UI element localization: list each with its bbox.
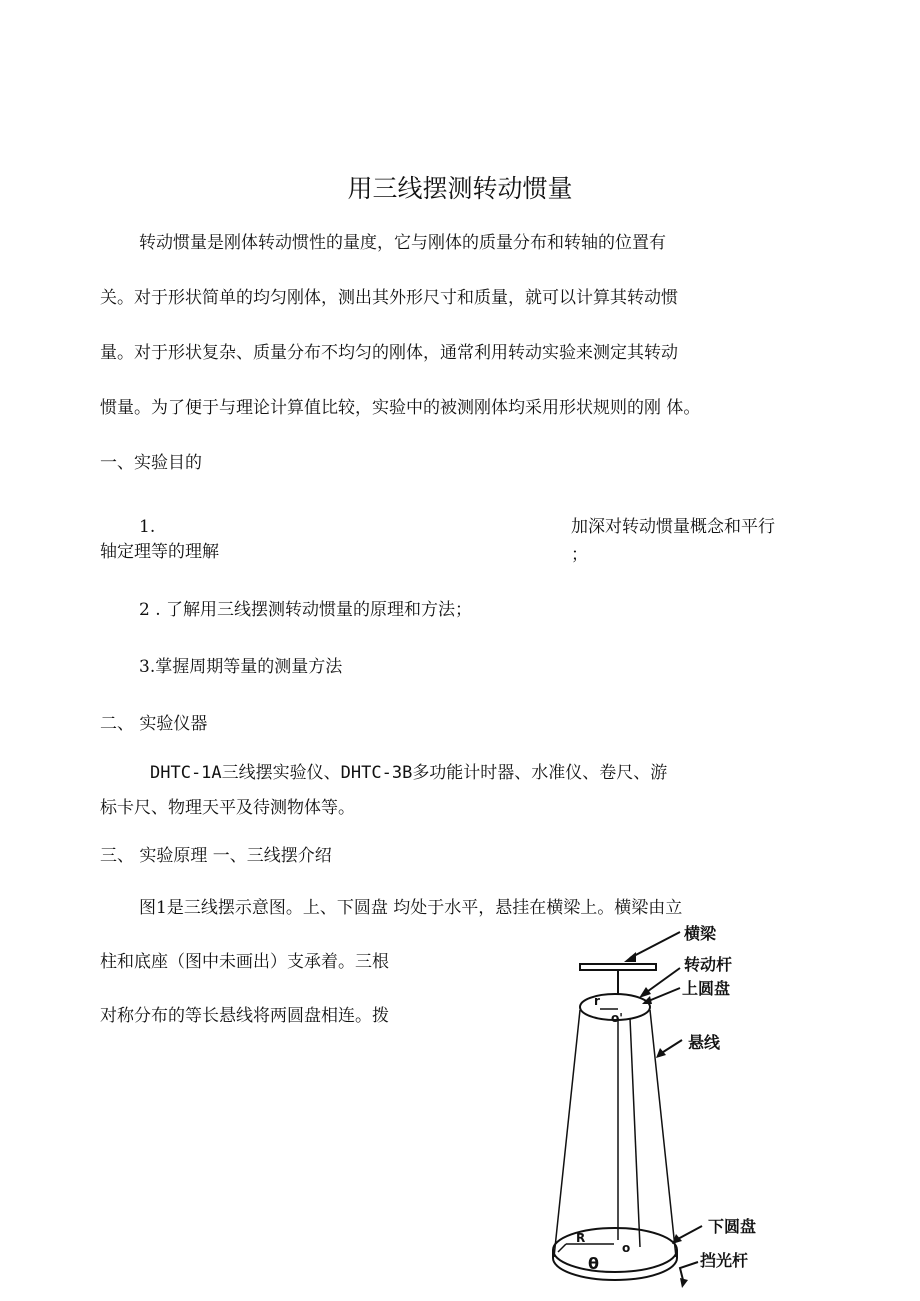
instrument-text-2: 多功能计时器、水准仪、卷尺、游 <box>412 763 668 783</box>
label-upper-disk: 上圆盘 <box>682 979 731 998</box>
principle-line-3: 对称分布的等长悬线将两圆盘相连。拨 <box>100 1006 389 1026</box>
model-code-1: DHTC-1A <box>150 763 222 783</box>
label-o-prime: o' <box>611 1011 623 1025</box>
section-3-heading: 三、 实验原理 一、三线摆介绍 <box>100 846 332 866</box>
instruments-line-2: 标卡尺、物理天平及待测物体等。 <box>100 798 355 818</box>
label-rod: 转动杆 <box>684 955 733 974</box>
objective-3: 3.掌握周期等量的测量方法 <box>139 657 343 677</box>
label-beam: 横梁 <box>684 924 717 943</box>
arrowhead-shutter <box>680 1278 688 1288</box>
arrow-lower-disk <box>676 1226 702 1240</box>
intro-line-1: 转动惯量是刚体转动惯性的量度，它与刚体的质量分布和转轴的位置有 <box>139 233 666 253</box>
objective-1-text-left: 轴定理等的理解 <box>100 542 219 562</box>
arrowhead-beam <box>624 952 636 962</box>
arrowhead-string <box>656 1048 666 1058</box>
section-1-heading: 一、实验目的 <box>100 453 202 473</box>
objective-1-punct: ； <box>571 545 588 565</box>
instrument-text-1: 三线摆实验仪、 <box>221 763 341 783</box>
principle-line-2: 柱和底座（图中未画出）支承着。三根 <box>100 952 389 972</box>
label-string: 悬线 <box>688 1033 721 1052</box>
beam-shape <box>580 964 656 970</box>
intro-line-3: 量。对于形状复杂、质量分布不均匀的刚体，通常利用转动实验来测定其转动 <box>100 343 678 363</box>
lower-disk-shape <box>553 1228 677 1272</box>
arrowhead-rod <box>639 987 651 998</box>
lower-radius-line-2 <box>558 1244 566 1252</box>
string-left <box>554 1010 580 1257</box>
intro-line-4: 惯量。为了便于与理论计算值比较，实验中的被测刚体均采用形状规则的刚 体。 <box>100 398 701 418</box>
label-r: r <box>594 994 600 1008</box>
instruments-line-1 <box>150 762 667 784</box>
label-R: R <box>576 1231 586 1245</box>
label-o: o <box>622 1241 631 1255</box>
label-lower-disk: 下圆盘 <box>708 1217 757 1236</box>
model-code-2: DHTC-3B <box>340 763 413 783</box>
intro-line-2: 关。对于形状简单的均匀刚体，测出其外形尺寸和质量，就可以计算其转动惯 <box>100 288 678 308</box>
section-2-heading: 二、 实验仪器 <box>100 714 208 734</box>
objective-1-text-right: 加深对转动惯量概念和平行 <box>571 517 775 537</box>
arrow-beam <box>630 932 680 958</box>
string-back <box>630 1018 640 1247</box>
trifilar-pendulum-figure <box>548 922 770 1296</box>
principle-line-1: 图1是三线摆示意图。上、下圆盘 均处于水平，悬挂在横梁上。横梁由立 <box>139 898 683 918</box>
label-theta: θ <box>588 1254 599 1273</box>
page-title: 用三线摆测转动惯量 <box>347 174 573 203</box>
objective-2: 2 . 了解用三线摆测转动惯量的原理和方法； <box>139 600 473 620</box>
objective-1-number: 1. <box>139 517 156 537</box>
label-shutter: 挡光杆 <box>700 1251 749 1270</box>
